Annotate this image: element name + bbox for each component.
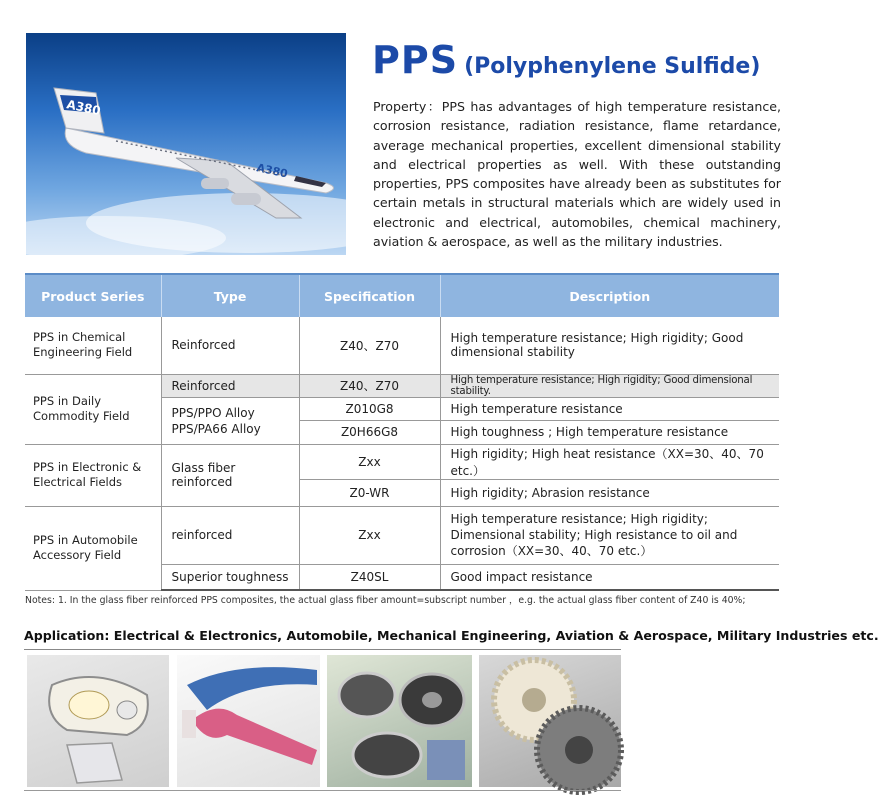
spec-cell: Z010G8 — [299, 397, 440, 420]
desc-cell: Good impact resistance — [440, 564, 779, 590]
table-row — [25, 444, 779, 479]
table-notes: Notes: 1. In the glass fiber reinforced PPS composites, the actual glass fiber amount=subscript number ，e.g. the actual glass fiber content of Z40 is 40%; — [25, 595, 746, 606]
spec-cell: Z40、Z70 — [299, 317, 440, 374]
table-row — [25, 374, 779, 397]
header-description: Description — [440, 274, 779, 317]
divider — [24, 649, 621, 650]
header-type: Type — [161, 274, 299, 317]
spec-cell: Z40、Z70 — [299, 374, 440, 397]
spec-cell: Z0-WR — [299, 479, 440, 506]
type-cell: Superior toughness — [161, 564, 299, 590]
header-product-series: Product Series — [25, 274, 161, 317]
spec-cell: Zxx — [299, 444, 440, 479]
hair-straightener-photo — [177, 655, 320, 787]
divider — [24, 790, 621, 791]
spec-cell: Z40SL — [299, 564, 440, 590]
series-automobile: PPS in Automobile Accessory Field — [25, 506, 161, 590]
desc-cell: High temperature resistance; High rigidity; Dimensional stability; High resistance to oil and corrosion（XX=30、40、70 etc.） — [440, 506, 779, 564]
type-cell: reinforced — [161, 506, 299, 564]
table-row — [25, 506, 779, 564]
application-heading: Application: Electrical & Electronics, Automobile, Mechanical Engineering, Aviation & Aerospace, Military Industries etc. — [24, 628, 879, 643]
car-speaker-photo — [327, 655, 472, 787]
fuselage-label: A380 — [255, 161, 289, 181]
desc-cell: High temperature resistance — [440, 397, 779, 420]
table-row — [25, 317, 779, 374]
series-daily: PPS in Daily Commodity Field — [25, 374, 161, 444]
desc-cell: High rigidity; High heat resistance（XX=30、40、70 etc.） — [440, 444, 779, 479]
airplane-photo — [26, 33, 346, 255]
desc-cell: High toughness ; High temperature resistance — [440, 420, 779, 444]
type-cell: Reinforced — [161, 374, 299, 397]
type-cell: Reinforced — [161, 317, 299, 374]
desc-cell: High temperature resistance; High rigidity; Good dimensional stability. — [440, 374, 779, 397]
series-electronic: PPS in Electronic & Electrical Fields — [25, 444, 161, 506]
type-cell: Glass fiber reinforced — [161, 444, 299, 506]
header-specification: Specification — [299, 274, 440, 317]
title-main: PPS — [372, 38, 459, 82]
product-spec-table — [25, 273, 779, 591]
type-cell: PPS/PPO Alloy PPS/PA66 Alloy — [161, 397, 299, 444]
page-title — [372, 38, 760, 82]
desc-cell: High temperature resistance; High rigidity; Good dimensional stability — [440, 317, 779, 374]
series-chemical: PPS in Chemical Engineering Field — [25, 317, 161, 374]
desc-cell: High rigidity; Abrasion resistance — [440, 479, 779, 506]
spec-cell: Z0H66G8 — [299, 420, 440, 444]
gears-photo — [479, 655, 621, 787]
airplane-illustration — [26, 33, 346, 255]
spec-cell: Zxx — [299, 506, 440, 564]
tail-label: A380 — [65, 97, 102, 119]
title-sub: (Polyphenylene Sulfide) — [464, 54, 761, 79]
headlamp-photo — [27, 655, 169, 787]
table-header-row — [25, 274, 779, 317]
property-description: Property：PPS has advantages of high temperature resistance, corrosion resistance, radiation resistance, flame retardance, average mechanical properties, excellent dimensional stability and electrical properties as well. With these outstanding properties, PPS composites have already been as substitutes for certain metals in structural materials which are widely used in electronic and electrical, automobiles, chemical machinery, aviation & aerospace, as well as the military industries. — [373, 99, 781, 250]
